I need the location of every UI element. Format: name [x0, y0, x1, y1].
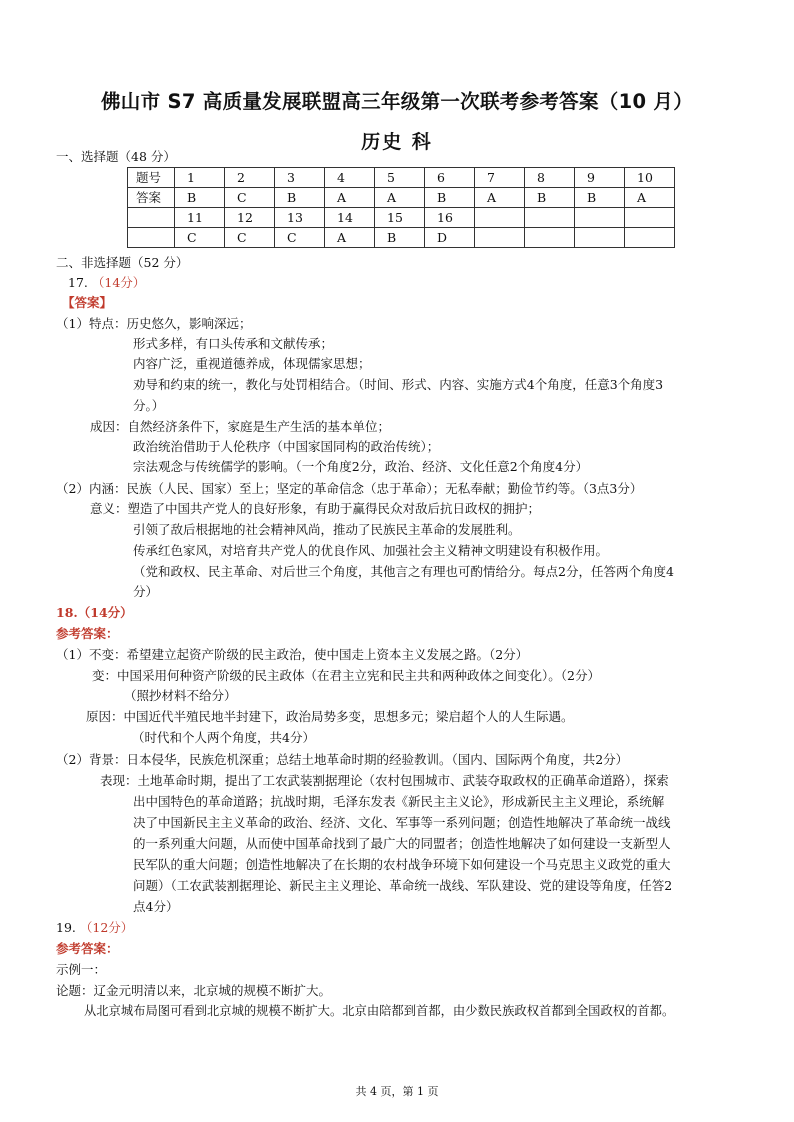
answer-table-cell — [475, 208, 525, 228]
q18-line: （2）背景：日本侵华，民族危机深重；总结土地革命时期的经验教训。（国内、国际两个角度，共2分） — [56, 752, 629, 767]
q18-heading: 18.（14分） — [56, 605, 133, 620]
q18-line: （1）不变：希望建立起资产阶级的民主政治，使中国走上资本主义发展之路。（2分） — [56, 647, 529, 662]
answer-table — [127, 167, 675, 248]
q18-line: 点4分） — [133, 899, 179, 914]
q17-line: 政治统治借助于人伦秩序（中国家国同构的政治传统）； — [133, 439, 440, 454]
q17-line: （党和政权、民主革命、对后世三个角度，其他言之有理也可酌情给分。每点2分，任答两个角度4 — [133, 564, 674, 579]
answer-table-cell: 8 — [525, 168, 575, 188]
answer-table-cell: 题号 — [128, 168, 175, 188]
q18-line: 决了中国新民主主义革命的政治、经济、文化、军事等一系列问题；创造性地解决了革命统一战线 — [133, 815, 671, 830]
q18-line: （时代和个人两个角度，共4分） — [132, 730, 315, 745]
q18-line: 变：中国采用何种资产阶级的民主政体（在君主立宪和民主共和两种政体之间变化）。（2分） — [92, 668, 600, 683]
q18-line: 问题）（工农武装割据理论、新民主主义理论、革命统一战线、军队建设、党的建设等角度，任答2 — [133, 878, 673, 893]
answer-table-cell: 12 — [225, 208, 275, 228]
q17-line: 引领了敌后根据地的社会精神风尚，推动了民族民主革命的发展胜利。 — [133, 522, 521, 537]
answer-table-cell: C — [225, 188, 275, 208]
q18-line: 民军队的重大问题；创造性地解决了在长期的农村战争环境下如何建设一个马克思主义政党的重大 — [133, 857, 671, 872]
q17-heading — [68, 273, 145, 292]
answer-table-row — [128, 228, 675, 248]
answer-table-cell: 7 — [475, 168, 525, 188]
q18-line: 出中国特色的革命道路；抗战时期，毛泽东发表《新民主主义论》，形成新民主主义理论，系统解 — [133, 794, 665, 809]
q18-line: 的一系列重大问题，从而使中国革命找到了最广大的同盟者；创造性地解决了如何建设一支新型人 — [133, 836, 671, 851]
answer-table-cell — [625, 228, 675, 248]
q19-answer-label: 参考答案： — [56, 941, 119, 956]
q17-line: 分。） — [133, 398, 165, 413]
answer-table-cell — [128, 228, 175, 248]
answer-table-cell — [625, 208, 675, 228]
answer-table-cell — [525, 208, 575, 228]
answer-table-cell — [575, 228, 625, 248]
answer-table-cell: A — [325, 228, 375, 248]
q19-score: （12分） — [79, 920, 134, 935]
q17-line: 传承红色家风，对培育共产党人的优良作风、加强社会主义精神文明建设有积极作用。 — [133, 543, 609, 558]
q19-line: 从北京城布局图可看到北京城的规模不断扩大。北京由陪都到首都，由少数民族政权首都到全国政权的首都。 — [84, 1004, 675, 1018]
answer-table-cell: 15 — [375, 208, 425, 228]
answer-table-cell: B — [425, 188, 475, 208]
document-title: 佛山市 S7 高质量发展联盟高三年级第一次联考参考答案（10 月） — [100, 90, 693, 113]
answer-table-row — [128, 188, 675, 208]
answer-table-cell: B — [525, 188, 575, 208]
answer-table-cell: 11 — [175, 208, 225, 228]
answer-table-cell: 答案 — [128, 188, 175, 208]
answer-table-cell: B — [575, 188, 625, 208]
answer-table-cell — [128, 208, 175, 228]
q17-line: 劝导和约束的统一，教化与处罚相结合。（时间、形式、内容、实施方式4个角度，任意3个角度3 — [133, 377, 664, 392]
answer-table-cell: A — [325, 188, 375, 208]
answer-table-cell — [525, 228, 575, 248]
answer-table-cell: 10 — [625, 168, 675, 188]
answer-table-cell: C — [275, 228, 325, 248]
q17-line: 宗法观念与传统儒学的影响。（一个角度2分，政治、经济、文化任意2个角度4分） — [133, 459, 589, 474]
q19-line: 示例一： — [56, 962, 107, 977]
answer-table-cell: 9 — [575, 168, 625, 188]
answer-table-cell: D — [425, 228, 475, 248]
q17-line: （1）特点：历史悠久，影响深远； — [56, 316, 252, 331]
q17-answer-label: 【答案】 — [62, 295, 113, 310]
subject-title: 历史 科 — [361, 131, 433, 153]
q18-line: （照抄材料不给分） — [124, 688, 237, 703]
q17-line: 形式多样，有口头传承和文献传承； — [133, 336, 334, 351]
page-footer: 共 4 页，第 1 页 — [355, 1085, 439, 1098]
answer-table-cell: 2 — [225, 168, 275, 188]
q19-number: 19. — [56, 920, 76, 935]
answer-table-cell: 3 — [275, 168, 325, 188]
answer-table-cell: 4 — [325, 168, 375, 188]
q17-line: 分） — [133, 584, 159, 599]
q19-line: 论题：辽金元明清以来，北京城的规模不断扩大。 — [56, 983, 332, 998]
answer-table-cell: A — [475, 188, 525, 208]
answer-table-cell: B — [175, 188, 225, 208]
q17-line: 内容广泛，重视道德养成，体现儒家思想； — [133, 356, 371, 371]
answer-table-cell: 6 — [425, 168, 475, 188]
q18-line: 表现：土地革命时期，提出了工农武装割据理论（农村包围城市、武装夺取政权的正确革命道路），探索 — [100, 773, 669, 788]
answer-table-cell: 1 — [175, 168, 225, 188]
q17-line: （2）内涵：民族（人民、国家）至上；坚定的革命信念（忠于革命）；无私奉献；勤俭节约等。（3点3分） — [56, 481, 643, 496]
answer-table-cell: A — [375, 188, 425, 208]
answer-table-row — [128, 168, 675, 188]
q17-score: （14分） — [91, 275, 146, 290]
answer-table-cell: B — [375, 228, 425, 248]
answer-table-cell: A — [625, 188, 675, 208]
answer-table-cell — [475, 228, 525, 248]
q19-heading — [56, 918, 133, 937]
answer-table-cell — [575, 208, 625, 228]
section2-heading: 二、非选择题（52 分） — [56, 255, 189, 270]
q17-number: 17. — [68, 275, 88, 290]
answer-table-cell: B — [275, 188, 325, 208]
answer-table-cell: C — [175, 228, 225, 248]
section1-heading: 一、选择题（48 分） — [56, 149, 176, 164]
answer-table-cell: 5 — [375, 168, 425, 188]
q18-line: 原因：中国近代半殖民地半封建下，政治局势多变，思想多元；梁启超个人的人生际遇。 — [86, 709, 574, 724]
answer-table-row — [128, 208, 675, 228]
answer-table-cell: C — [225, 228, 275, 248]
answer-table-cell: 14 — [325, 208, 375, 228]
q17-line: 成因：自然经济条件下，家庭是生产生活的基本单位； — [90, 419, 391, 434]
answer-table-cell: 16 — [425, 208, 475, 228]
answer-table-cell: 13 — [275, 208, 325, 228]
q17-line: 意义：塑造了中国共产党人的良好形象，有助于赢得民众对敌后抗日政权的拥护； — [90, 501, 541, 516]
q18-answer-label: 参考答案： — [56, 626, 119, 641]
